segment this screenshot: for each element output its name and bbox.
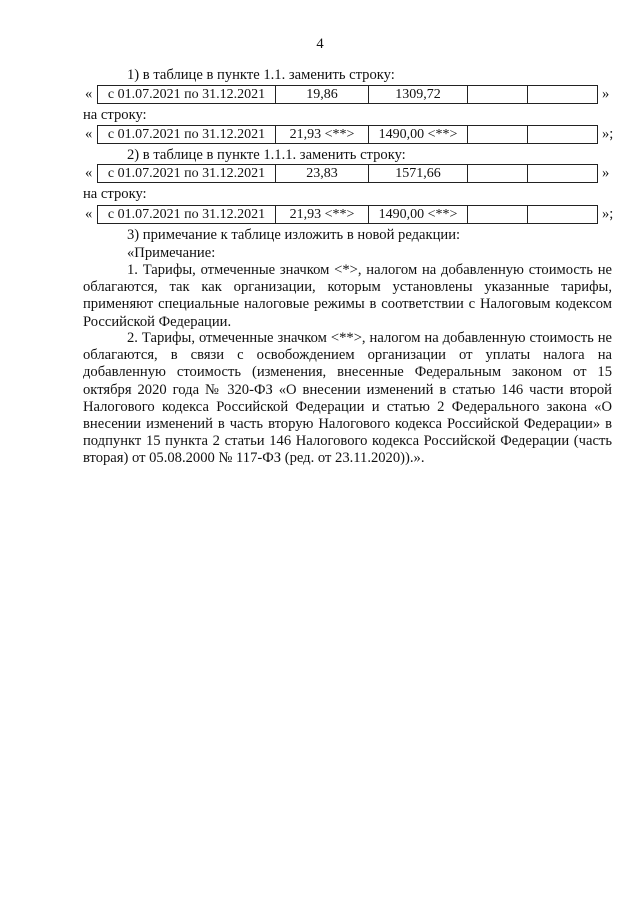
quote-open: « (85, 206, 93, 222)
item-3-heading: 3) примечание к таблице изложить в новой редакции: (127, 227, 461, 243)
tariff-cell: 1490,00 <**> (369, 126, 468, 144)
empty-cell (528, 165, 598, 183)
empty-cell (528, 206, 598, 224)
period-cell: с 01.07.2021 по 31.12.2021 (98, 126, 276, 144)
note-title: «Примечание: (127, 245, 216, 261)
period-cell: с 01.07.2021 по 31.12.2021 (98, 86, 276, 104)
empty-cell (468, 86, 528, 104)
quote-close: » (602, 86, 610, 102)
table-row-new-1 (83, 125, 623, 144)
quote-close: »; (602, 206, 614, 222)
period-cell: с 01.07.2021 по 31.12.2021 (98, 165, 276, 183)
tariff-cell: 19,86 (276, 86, 369, 104)
empty-cell (528, 86, 598, 104)
item-2-heading: 2) в таблице в пункте 1.1.1. заменить строку: (127, 147, 406, 163)
note-paragraph-1 (83, 262, 612, 331)
quote-open: « (85, 126, 93, 142)
item-1-heading: 1) в таблице в пункте 1.1. заменить строку: (127, 67, 395, 83)
empty-cell (468, 165, 528, 183)
tariff-cell: 1571,66 (369, 165, 468, 183)
table-row-new-2 (83, 205, 623, 224)
na-stroku-label: на строку: (83, 186, 147, 202)
quote-open: « (85, 86, 93, 102)
tariff-cell: 1490,00 <**> (369, 206, 468, 224)
quote-close: »; (602, 126, 614, 142)
tariff-cell: 21,93 <**> (276, 206, 369, 224)
empty-cell (468, 126, 528, 144)
quote-open: « (85, 165, 93, 181)
note-paragraph-2 (83, 330, 612, 468)
empty-cell (468, 206, 528, 224)
table-row-replace-1 (83, 85, 623, 104)
quote-close: » (602, 165, 610, 181)
tariff-cell: 1309,72 (369, 86, 468, 104)
tariff-cell: 21,93 <**> (276, 126, 369, 144)
page-number: 4 (316, 36, 324, 52)
tariff-table-row (97, 125, 598, 144)
na-stroku-label: на строку: (83, 107, 147, 123)
tariff-table-row (97, 164, 598, 183)
empty-cell (528, 126, 598, 144)
tariff-cell: 23,83 (276, 165, 369, 183)
note-2-text: 2. Тарифы, отмеченные значком <**>, налогом на добавленную стоимость не облагаются, в связи с освобождением организации от уплаты налога на добавленную стоимость (изменения, внесенные Федеральным законом от 15 октября 2020 года № 320-ФЗ «О внесении изменений в статью 146 части второй Налогового кодекса Российской Федерации и статью 2 Федерального закона «О внесении изменений в часть вторую Налогового кодекса Российской Федерации» в подпункт 15 пункта 2 статьи 146 Налогового кодекса Российской Федерации (часть вторая) от 05.08.2000 № 117-ФЗ (ред. от 23.11.2020)).». (83, 330, 612, 467)
table-row-replace-2 (83, 164, 623, 183)
period-cell: с 01.07.2021 по 31.12.2021 (98, 206, 276, 224)
note-1-text: 1. Тарифы, отмеченные значком <*>, налогом на добавленную стоимость не облагаются, так как организации, которым установлены указанные тарифы, применяют специальные налоговые режимы в соответствии с Налоговым кодексом Российской Федерации. (83, 262, 612, 330)
tariff-table-row (97, 205, 598, 224)
tariff-table-row (97, 85, 598, 104)
